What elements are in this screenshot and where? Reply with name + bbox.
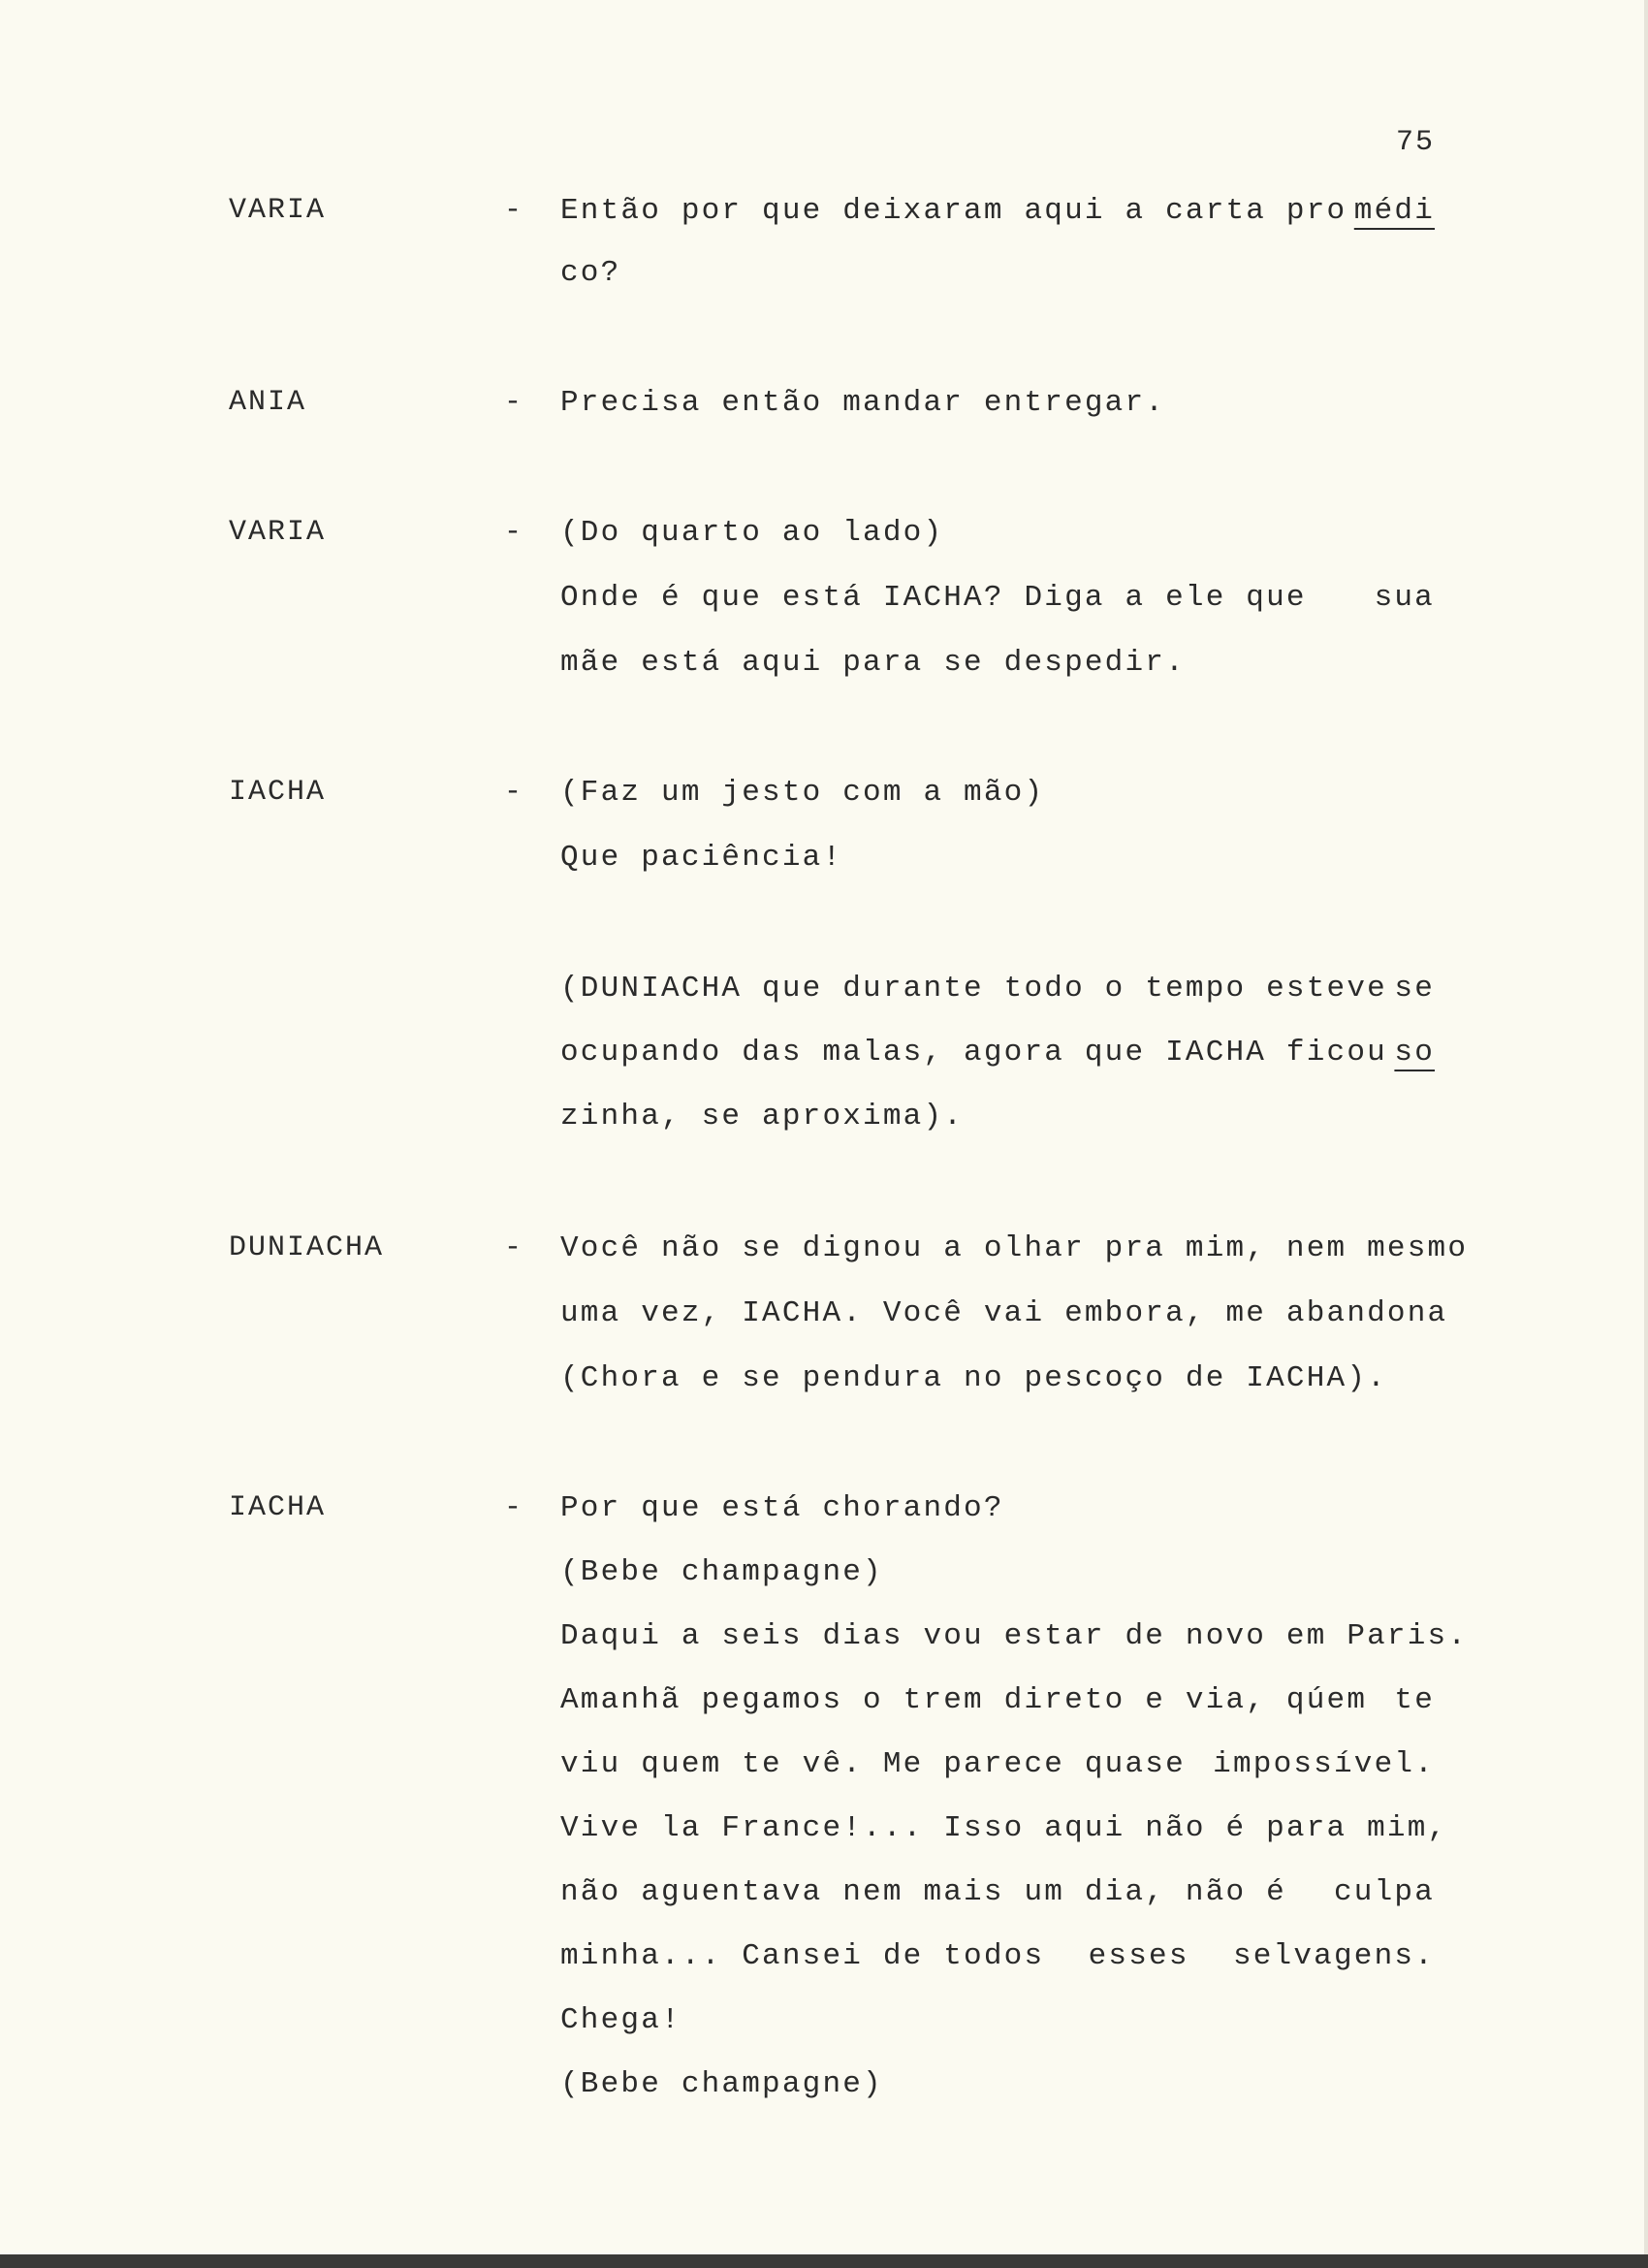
dialogue-line: co? xyxy=(560,256,621,290)
dialogue-line: uma vez, IACHA. Você vai embora, me abandona xyxy=(560,1296,1448,1330)
dialogue-line: Chega! xyxy=(560,2003,681,2037)
dialogue-line: Vive la France!... Isso aqui não é para mim, xyxy=(560,1811,1448,1845)
hyphenated-word-fragment: médi xyxy=(1353,194,1435,228)
page-edge-shadow xyxy=(1644,0,1648,2268)
stage-direction: (Do quarto ao lado) xyxy=(560,516,944,550)
speaker-name: ANIA xyxy=(229,386,307,419)
dialogue-line: Por que está chorando? xyxy=(560,1491,1004,1525)
dialogue-dash: - xyxy=(504,776,523,809)
speaker-name: IACHA xyxy=(229,776,327,809)
dialogue-line: mãe está aqui para se despedir. xyxy=(560,646,1186,680)
stage-direction: (Chora e se pendura no pescoço de IACHA). xyxy=(560,1361,1387,1395)
dialogue-dash: - xyxy=(504,1231,523,1264)
dialogue-dash: - xyxy=(504,194,523,227)
dialogue-line: Daqui a seis dias vou estar de novo em Paris. xyxy=(560,1619,1469,1653)
hyphenated-word-fragment: so xyxy=(1394,1036,1435,1070)
speaker-name: VARIA xyxy=(229,516,327,549)
dialogue-line: viu quem te vê. Me parece quase impossível. xyxy=(560,1747,1435,1781)
dialogue-line: Onde é que está IACHA? Diga a ele que sua xyxy=(560,581,1435,615)
dialogue-line: Amanhã pegamos o trem direto e via, qúem te xyxy=(560,1683,1435,1717)
speaker-name: VARIA xyxy=(229,194,327,227)
speaker-name: IACHA xyxy=(229,1491,327,1524)
stage-direction: (DUNIACHA que durante todo o tempo esteve se xyxy=(560,972,1435,1006)
page-number: 75 xyxy=(1396,126,1436,159)
dialogue-dash: - xyxy=(504,1491,523,1524)
dialogue-line: Precisa então mandar entregar. xyxy=(560,386,1166,420)
dialogue-line: Que paciência! xyxy=(560,841,843,875)
dialogue-dash: - xyxy=(504,516,523,549)
stage-direction: (Faz um jesto com a mão) xyxy=(560,776,1045,810)
dialogue-line: minha... Cansei de todos esses selvagens. xyxy=(560,1939,1435,1973)
speaker-name: DUNIACHA xyxy=(229,1231,385,1264)
dialogue-line: Então por que deixaram aqui a carta pro médi xyxy=(560,194,1435,228)
stage-direction: (Bebe champagne) xyxy=(560,2067,883,2101)
dialogue-line: Você não se dignou a olhar pra mim, nem mesmo xyxy=(560,1231,1469,1265)
dialogue-line: não aguentava nem mais um dia, não é culpa xyxy=(560,1875,1435,1909)
dialogue-dash: - xyxy=(504,386,523,419)
scan-bottom-edge xyxy=(0,2254,1648,2268)
stage-direction: zinha, se aproxima). xyxy=(560,1100,965,1134)
stage-direction: (Bebe champagne) xyxy=(560,1555,883,1589)
stage-direction: ocupando das malas, agora que IACHA ficou so xyxy=(560,1036,1435,1070)
